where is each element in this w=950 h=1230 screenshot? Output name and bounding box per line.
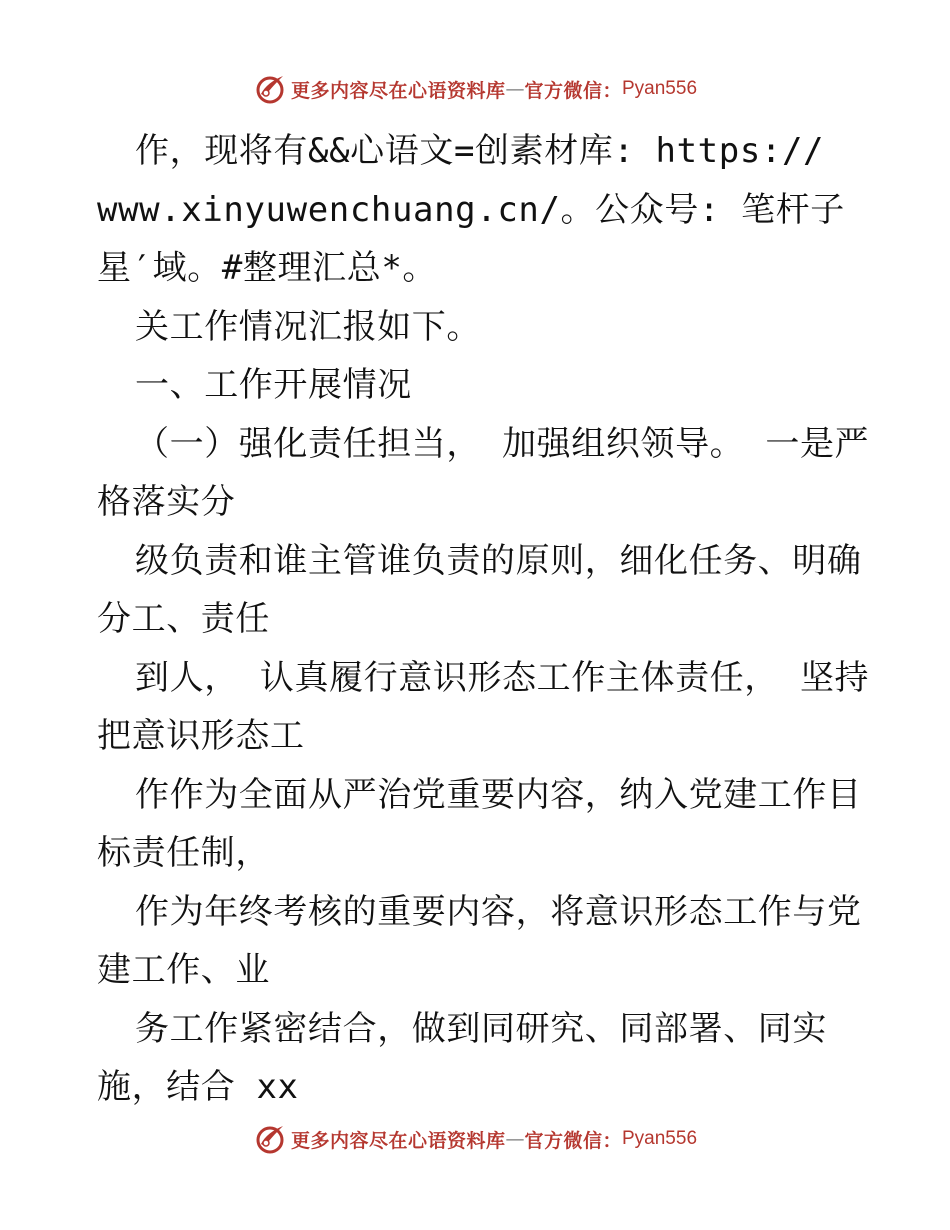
watermark-text: 更多内容尽在心语资料库 — [290, 79, 506, 102]
watermark-separator: — — [505, 78, 525, 100]
text-line: 建工作、业 — [97, 950, 270, 990]
text-line: 作，现将有&&心语文=创素材库: https:// — [135, 131, 825, 171]
text-line: （一）强化责任担当， 加强组织领导。 一是严 — [135, 423, 870, 464]
document-body — [97, 122, 870, 1117]
watermark-text: 更多内容尽在心语资料库 — [290, 1129, 506, 1152]
text-line: 施，结合 xx — [97, 1067, 299, 1107]
text-line: 作作为全面从严治党重要内容，纳入党建工作目 — [135, 774, 862, 815]
quill-logo-icon — [253, 72, 287, 106]
text-line: www.xinyuwenchuang.cn/。公众号: 笔杆子 — [97, 189, 845, 230]
watermark-separator: — — [505, 1128, 525, 1150]
footer-watermark — [0, 1122, 950, 1156]
watermark-wechat-label: 官方微信： — [524, 79, 622, 102]
text-line: 标责任制， — [97, 833, 270, 873]
text-line: 务工作紧密结合，做到同研究、同部署、同实 — [135, 1008, 827, 1049]
text-line: 格落实分 — [97, 482, 236, 522]
text-line: 把意识形态工 — [97, 716, 305, 756]
text-line: 到人， 认真履行意识形态工作主体责任， 坚持 — [135, 657, 870, 698]
text-line: 分工、责任 — [97, 599, 270, 639]
quill-logo-icon — [253, 1122, 287, 1156]
watermark-wechat-label: 官方微信： — [524, 1129, 622, 1152]
text-line: 级负责和谁主管谁负责的原则，细化任务、明确 — [135, 540, 862, 581]
text-line: 作为年终考核的重要内容，将意识形态工作与党 — [135, 891, 862, 932]
section-heading: 一、工作开展情况 — [135, 365, 412, 405]
text-line: 关工作情况汇报如下。 — [135, 306, 481, 347]
header-watermark — [0, 72, 950, 106]
text-line: 星′域。#整理汇总*。 — [97, 248, 438, 288]
watermark-wechat-id: Pyan556 — [622, 1128, 698, 1149]
watermark-wechat-id: Pyan556 — [622, 78, 698, 99]
